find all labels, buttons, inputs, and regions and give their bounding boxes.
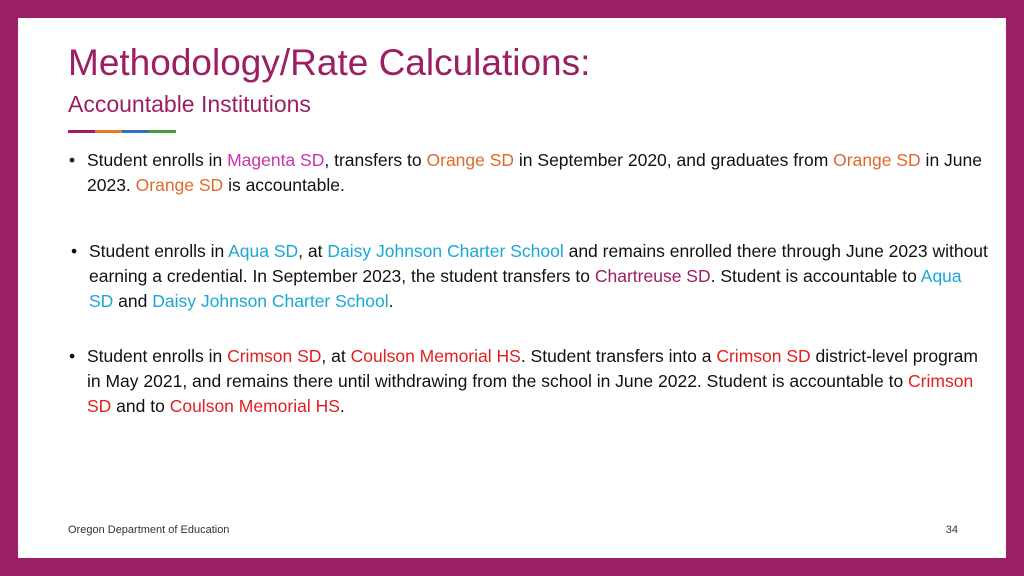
highlighted-entity: Coulson Memorial HS bbox=[350, 346, 521, 366]
bullet-text-segment: . bbox=[339, 396, 345, 416]
bullet-item bbox=[69, 344, 987, 419]
highlighted-entity: Orange SD bbox=[135, 175, 224, 195]
bullet-text-segment: . Student is accountable to bbox=[710, 266, 921, 286]
bullet-text-segment: in June 2023. bbox=[87, 150, 982, 195]
bullet-text-segment: and to bbox=[111, 396, 170, 416]
bullet-text-segment: district-level program in May 2021, and remains there until withdrawing from the school in June 2022. Student is accountable to bbox=[87, 346, 978, 391]
highlighted-entity: Crimson SD bbox=[87, 371, 974, 416]
bullet-text-segment: , at bbox=[298, 241, 328, 261]
bullet-text-segment: in September 2020, and graduates from bbox=[514, 150, 834, 170]
bullet-text-segment: , transfers to bbox=[324, 150, 427, 170]
slide-subtitle: Accountable Institutions bbox=[68, 91, 311, 117]
bullet-text-segment: , at bbox=[321, 346, 351, 366]
bullet-text bbox=[89, 241, 988, 311]
bullet-text-segment: Student enrolls in bbox=[87, 346, 228, 366]
highlighted-entity: Orange SD bbox=[426, 150, 515, 170]
footer-organization: Oregon Department of Education bbox=[68, 524, 230, 536]
highlighted-entity: Crimson SD bbox=[716, 346, 811, 366]
bullet-text-segment: . Student transfers into a bbox=[520, 346, 717, 366]
rule-segment bbox=[95, 130, 122, 133]
bullet-text-segment: Student enrolls in bbox=[89, 241, 229, 261]
bullet-dot-icon: • bbox=[69, 150, 76, 170]
highlighted-entity: Coulson Memorial HS bbox=[169, 396, 340, 416]
bullet-text bbox=[87, 150, 982, 195]
slide-title: Methodology/Rate Calculations: bbox=[68, 42, 591, 83]
highlighted-entity: Magenta SD bbox=[227, 150, 325, 170]
bullet-dot-icon: • bbox=[69, 346, 76, 366]
rule-segment bbox=[149, 130, 176, 133]
title-underline bbox=[68, 130, 176, 133]
bullet-dot-icon: • bbox=[71, 241, 78, 261]
highlighted-entity: Aqua SD bbox=[89, 266, 962, 311]
rule-segment bbox=[122, 130, 149, 133]
highlighted-entity: Daisy Johnson Charter School bbox=[152, 291, 389, 311]
bullet-text-segment: Student enrolls in bbox=[87, 150, 228, 170]
bullet-text-segment: . bbox=[388, 291, 394, 311]
bullet-text bbox=[87, 346, 978, 416]
bullet-text-segment: and remains enrolled there through June 2023 without earning a credential. In September 2023, the student transfers to bbox=[89, 241, 988, 286]
highlighted-entity: Daisy Johnson Charter School bbox=[327, 241, 564, 261]
highlighted-entity: Aqua SD bbox=[228, 241, 299, 261]
highlighted-entity: Orange SD bbox=[833, 150, 921, 170]
rule-segment bbox=[68, 130, 95, 133]
slide bbox=[18, 18, 1006, 558]
highlighted-entity: Chartreuse SD bbox=[594, 266, 711, 286]
page-number: 34 bbox=[945, 524, 958, 536]
bullet-text-segment: is accountable. bbox=[223, 175, 345, 195]
bullet-item bbox=[69, 148, 987, 198]
highlighted-entity: Crimson SD bbox=[227, 346, 322, 366]
bullet-text-segment: and bbox=[113, 291, 153, 311]
bullet-item bbox=[71, 239, 989, 314]
